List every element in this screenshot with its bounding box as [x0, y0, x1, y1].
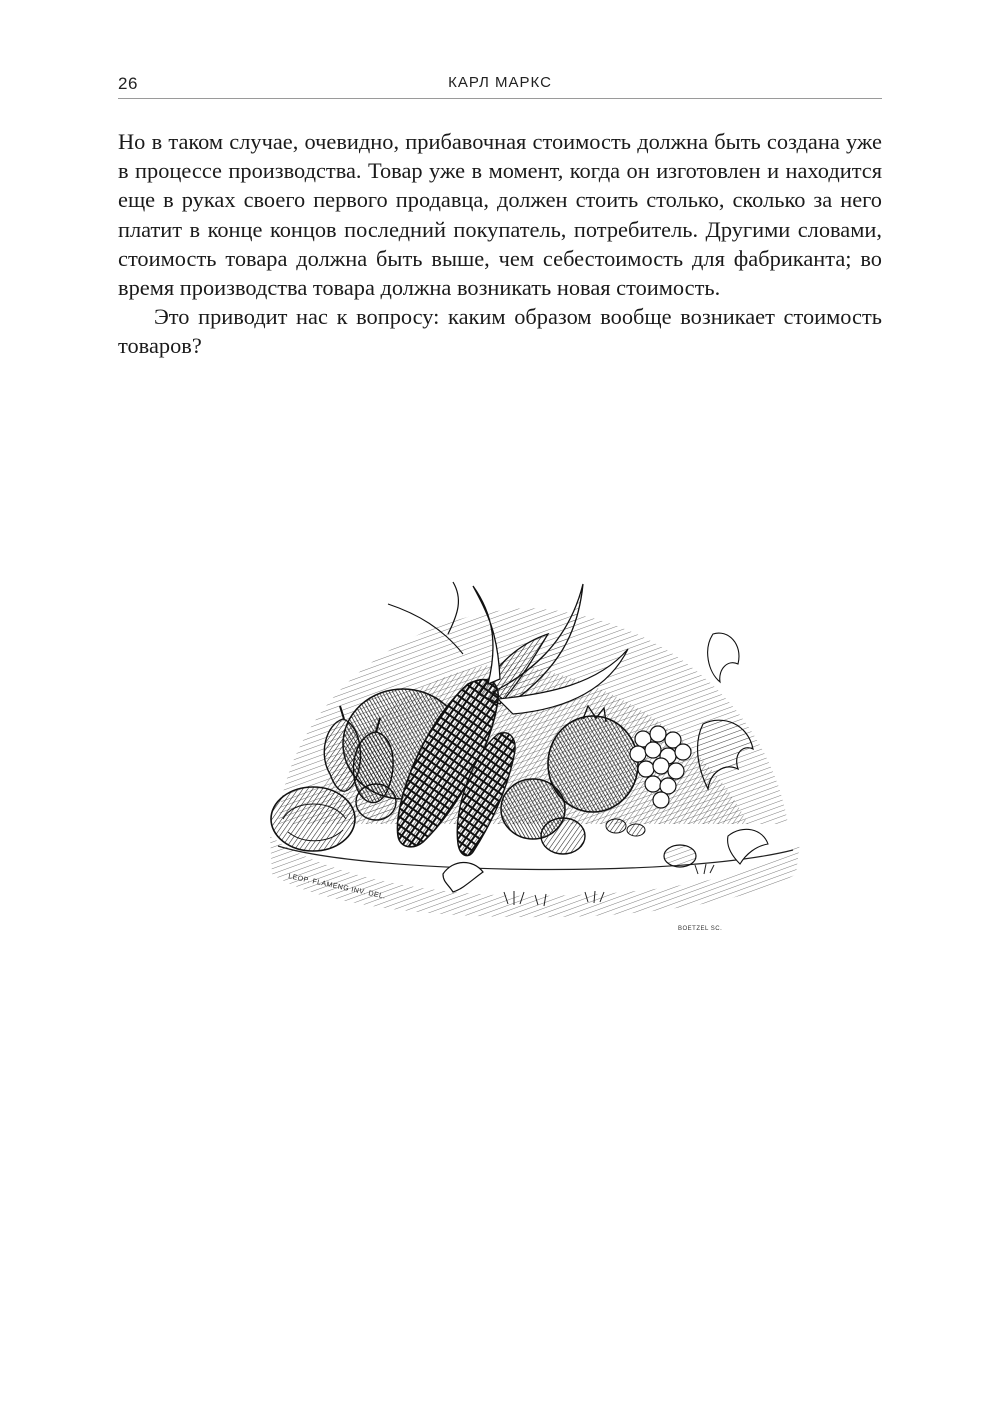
small-fruit: [356, 784, 396, 820]
ground: [270, 836, 800, 917]
engraving-illustration: [248, 574, 808, 940]
vine-leaf-2: [708, 633, 739, 682]
engraver-signature-right: BOETZEL SC.: [678, 926, 723, 932]
page-number: 26: [118, 74, 138, 93]
front-leaf: [443, 862, 483, 892]
running-head: [118, 70, 882, 99]
apple-2: [541, 818, 585, 854]
nut-1: [606, 819, 626, 833]
engraver-signature-left: LEOP. FLAMENG INV. DEL.: [287, 873, 387, 901]
paragraph-1: Но в таком случае, очевидно, прибавочная стоимость должна быть создана уже в процессе производства. Товар уже в момент, когда он изготовлен и находится еще в руках своего первого продавца, должен стоить столько, сколько за него платит в конце концов последний покупатель, потребитель. Другими словами, стоимость товара должна быть выше, чем себестоимость для фабриканта; во время производства товара должна возникать новая стоимость.: [118, 129, 882, 301]
body-text: [118, 127, 882, 361]
running-title: КАРЛ МАРКС: [448, 74, 552, 91]
squash: [271, 787, 355, 851]
small-apple: [664, 845, 696, 867]
paragraph-2: Это приводит нас к вопросу: каким образом вообще возникает стоимость товаров?: [118, 304, 882, 359]
nut-2: [627, 824, 645, 836]
still-life-engraving: [248, 574, 808, 940]
